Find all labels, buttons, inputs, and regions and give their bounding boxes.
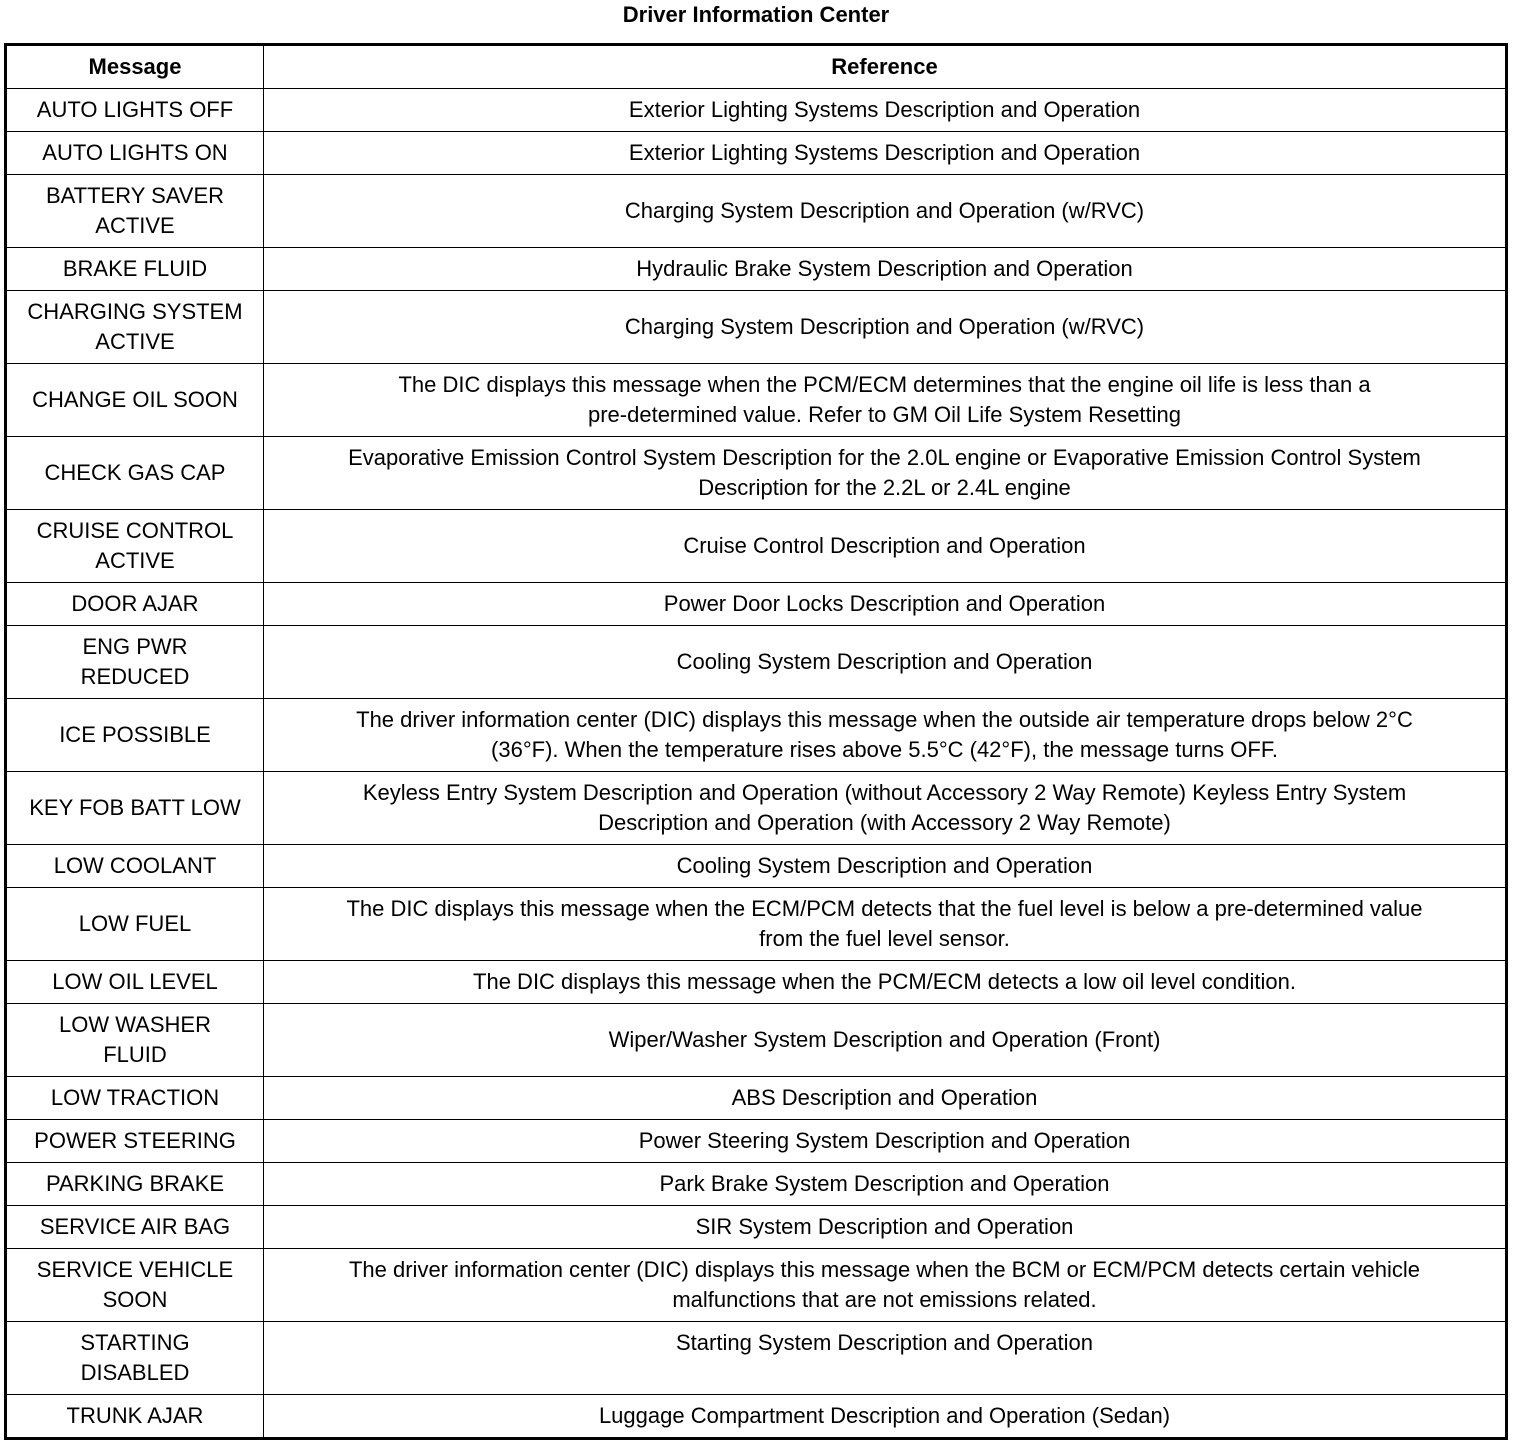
reference-cell: ABS Description and Operation	[264, 1077, 1507, 1120]
column-header-message: Message	[6, 45, 264, 89]
reference-cell: SIR System Description and Operation	[264, 1206, 1507, 1249]
message-cell: BRAKE FLUID	[6, 248, 264, 291]
reference-cell: The DIC displays this message when the PCM/ECM determines that the engine oil life is less than a pre-determined value. Refer to GM Oil Life System Resetting	[264, 364, 1507, 437]
table-row	[6, 699, 1507, 772]
reference-cell: Charging System Description and Operation (w/RVC)	[264, 175, 1507, 248]
column-header-reference: Reference	[264, 45, 1507, 89]
message-cell: CHANGE OIL SOON	[6, 364, 264, 437]
reference-cell: Starting System Description and Operation	[264, 1322, 1507, 1395]
message-cell: CHARGING SYSTEM ACTIVE	[6, 291, 264, 364]
reference-cell: Exterior Lighting Systems Description and Operation	[264, 132, 1507, 175]
message-cell: SERVICE AIR BAG	[6, 1206, 264, 1249]
message-cell: CRUISE CONTROL ACTIVE	[6, 510, 264, 583]
message-cell: LOW OIL LEVEL	[6, 961, 264, 1004]
message-cell: KEY FOB BATT LOW	[6, 772, 264, 845]
page-title: Driver Information Center	[622, 2, 890, 27]
reference-cell: Luggage Compartment Description and Operation (Sedan)	[264, 1395, 1507, 1439]
table-row	[6, 510, 1507, 583]
reference-cell: The DIC displays this message when the PCM/ECM detects a low oil level condition.	[264, 961, 1507, 1004]
reference-cell: The DIC displays this message when the ECM/PCM detects that the fuel level is below a pre-determined value from the fuel level sensor.	[264, 888, 1507, 961]
message-cell: CHECK GAS CAP	[6, 437, 264, 510]
message-cell: LOW TRACTION	[6, 1077, 264, 1120]
table-row	[6, 1163, 1507, 1206]
message-cell: LOW COOLANT	[6, 845, 264, 888]
table-row	[6, 961, 1507, 1004]
table-row	[6, 626, 1507, 699]
table-row	[6, 583, 1507, 626]
reference-cell: Cruise Control Description and Operation	[264, 510, 1507, 583]
message-cell: LOW WASHER FLUID	[6, 1004, 264, 1077]
table-row	[6, 437, 1507, 510]
message-cell: STARTING DISABLED	[6, 1322, 264, 1395]
message-cell: SERVICE VEHICLE SOON	[6, 1249, 264, 1322]
message-cell: DOOR AJAR	[6, 583, 264, 626]
message-cell: ENG PWR REDUCED	[6, 626, 264, 699]
table-row	[6, 132, 1507, 175]
reference-cell: Keyless Entry System Description and Operation (without Accessory 2 Way Remote) Keyless Entry System Description and Operation (with Accessory 2 Way Remote)	[264, 772, 1507, 845]
message-cell: BATTERY SAVER ACTIVE	[6, 175, 264, 248]
reference-cell: Hydraulic Brake System Description and Operation	[264, 248, 1507, 291]
message-cell: LOW FUEL	[6, 888, 264, 961]
dic-message-table	[4, 43, 1508, 1440]
reference-cell: Power Door Locks Description and Operation	[264, 583, 1507, 626]
table-row	[6, 1322, 1507, 1395]
table-header-row	[6, 45, 1507, 89]
message-cell: AUTO LIGHTS ON	[6, 132, 264, 175]
reference-cell: The driver information center (DIC) displays this message when the outside air temperature drops below 2°C (36°F). When the temperature rises above 5.5°C (42°F), the message turns OFF.	[264, 699, 1507, 772]
reference-cell: Power Steering System Description and Operation	[264, 1120, 1507, 1163]
message-cell: AUTO LIGHTS OFF	[6, 89, 264, 132]
reference-cell: Cooling System Description and Operation	[264, 626, 1507, 699]
message-cell: TRUNK AJAR	[6, 1395, 264, 1439]
table-row	[6, 888, 1507, 961]
table-row	[6, 1249, 1507, 1322]
reference-cell: The driver information center (DIC) displays this message when the BCM or ECM/PCM detects certain vehicle malfunctions that are not emissions related.	[264, 1249, 1507, 1322]
table-row	[6, 89, 1507, 132]
table-row	[6, 772, 1507, 845]
table-row	[6, 1004, 1507, 1077]
message-cell: PARKING BRAKE	[6, 1163, 264, 1206]
reference-cell: Exterior Lighting Systems Description and Operation	[264, 89, 1507, 132]
reference-cell: Evaporative Emission Control System Description for the 2.0L engine or Evaporative Emission Control System Description for the 2.2L or 2.4L engine	[264, 437, 1507, 510]
table-row	[6, 248, 1507, 291]
table-row	[6, 364, 1507, 437]
reference-cell: Cooling System Description and Operation	[264, 845, 1507, 888]
table-row	[6, 1395, 1507, 1439]
message-cell: ICE POSSIBLE	[6, 699, 264, 772]
table-row	[6, 175, 1507, 248]
table-row	[6, 291, 1507, 364]
reference-cell: Charging System Description and Operation (w/RVC)	[264, 291, 1507, 364]
reference-cell: Park Brake System Description and Operation	[264, 1163, 1507, 1206]
table-row	[6, 1120, 1507, 1163]
table-row	[6, 1077, 1507, 1120]
message-cell: POWER STEERING	[6, 1120, 264, 1163]
table-row	[6, 845, 1507, 888]
reference-cell: Wiper/Washer System Description and Operation (Front)	[264, 1004, 1507, 1077]
table-row	[6, 1206, 1507, 1249]
